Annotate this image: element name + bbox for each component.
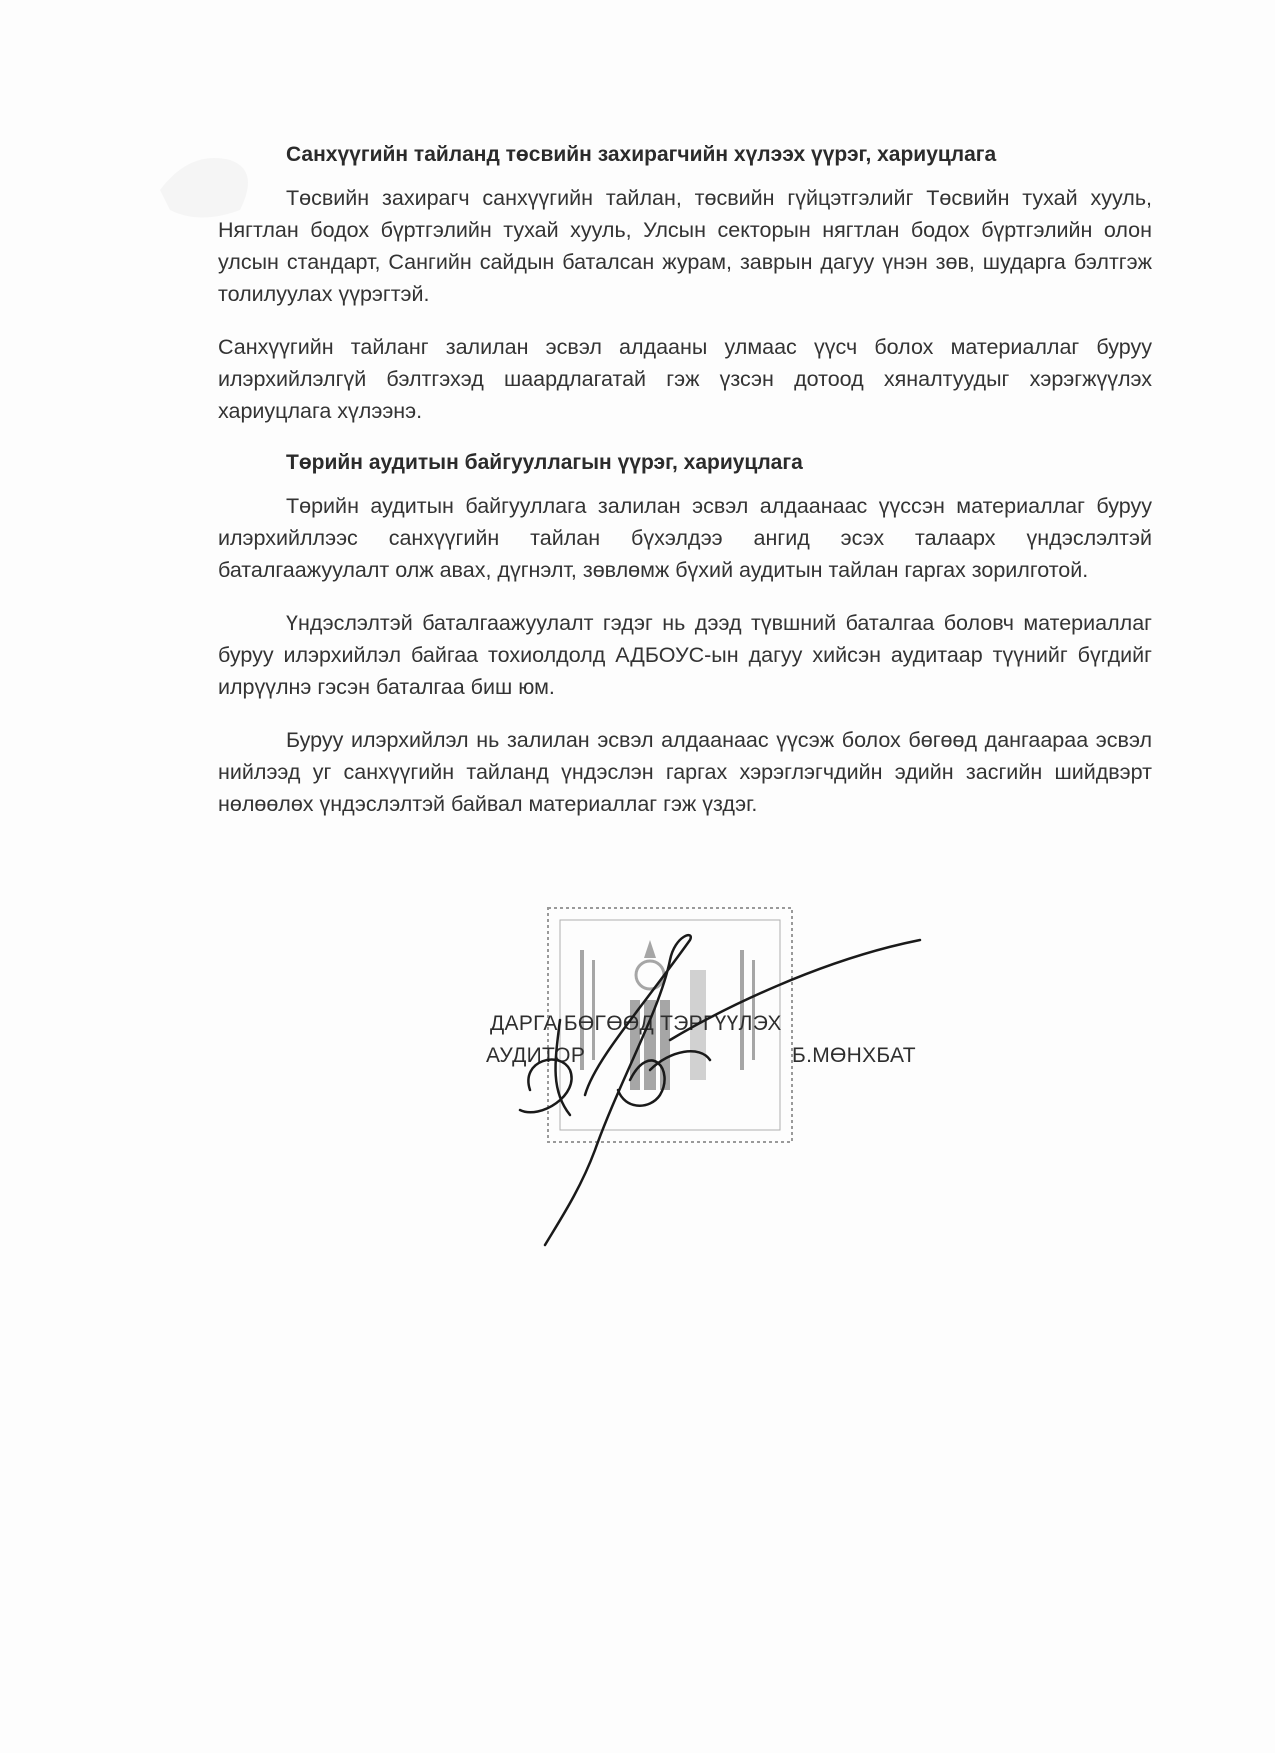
section-heading-financial-statement-duties: Санхүүгийн тайланд төсвийн захирагчийн хүлээх үүрэг, хариуцлага (286, 143, 997, 166)
signatory-name: Б.МӨНХБАТ (792, 1044, 916, 1067)
paragraph-misstatement-definition: Буруу илэрхийлэл нь залилан эсвэл алдаанаас үүсэж болох бөгөөд дангаараа эсвэл нийлээд уг санхүүгийн тайланд үндэслэн гаргах хэрэглэгчдийн эдийн засгийн шийдвэрт нөлөөлөх үндэслэлтэй байвал материаллаг гэж үздэг. (218, 728, 1152, 816)
paragraph-internal-control-responsibility: Санхүүгийн тайланг залилан эсвэл алдааны улмаас үүсч болох материаллаг буруу илэрхийлэлгүй бэлтгэхэд шаардлагатай гэж үзсэн дотоод хяналтуудыг хэрэгжүүлэх хариуцлага хүлээнэ. (218, 335, 1152, 423)
handwritten-signature (500, 920, 970, 1250)
signatory-title-line2: АУДИТОР (486, 1044, 586, 1067)
paragraph-budget-governor-duty: Төсвийн захирагч санхүүгийн тайлан, төсвийн гүйцэтгэлийг Төсвийн тухай хууль, Нягтлан бодох бүртгэлийн тухай хууль, Улсын секторын нягтлан бодох бүртгэлийн олон улсын стандарт, Сангийн сайдын баталсан журам, заврын дагуу үнэн зөв, шударга бэлтгэж толилуулах үүрэгтэй. (218, 186, 1152, 306)
paragraph-audit-objective: Төрийн аудитын байгууллага залилан эсвэл алдаанаас үүссэн материаллаг буруу илэрхийллээс санхүүгийн тайлан бүхэлдээ ангид эсэх талаарх үндэслэлтэй баталгаажуулалт олж авах, дүгнэлт, зөвлөмж бүхий аудитын тайлан гаргах зорилготой. (218, 494, 1152, 582)
signatory-title-line1: ДАРГА БӨГӨӨД ТЭРГҮҮЛЭХ (490, 1012, 782, 1035)
paragraph-reasonable-assurance: Үндэслэлтэй баталгаажуулалт гэдэг нь дээд түвшний баталгаа боловч материаллаг буруу илэрхийлэл байгаа тохиолдолд АДБОУС-ын дагуу хийсэн аудитаар түүнийг бүгдийг илрүүлнэ гэсэн баталгаа биш юм. (218, 611, 1152, 699)
document-body (218, 140, 1152, 841)
section-heading-audit-organization-duties: Төрийн аудитын байгууллагын үүрэг, хариуцлага (286, 451, 803, 474)
